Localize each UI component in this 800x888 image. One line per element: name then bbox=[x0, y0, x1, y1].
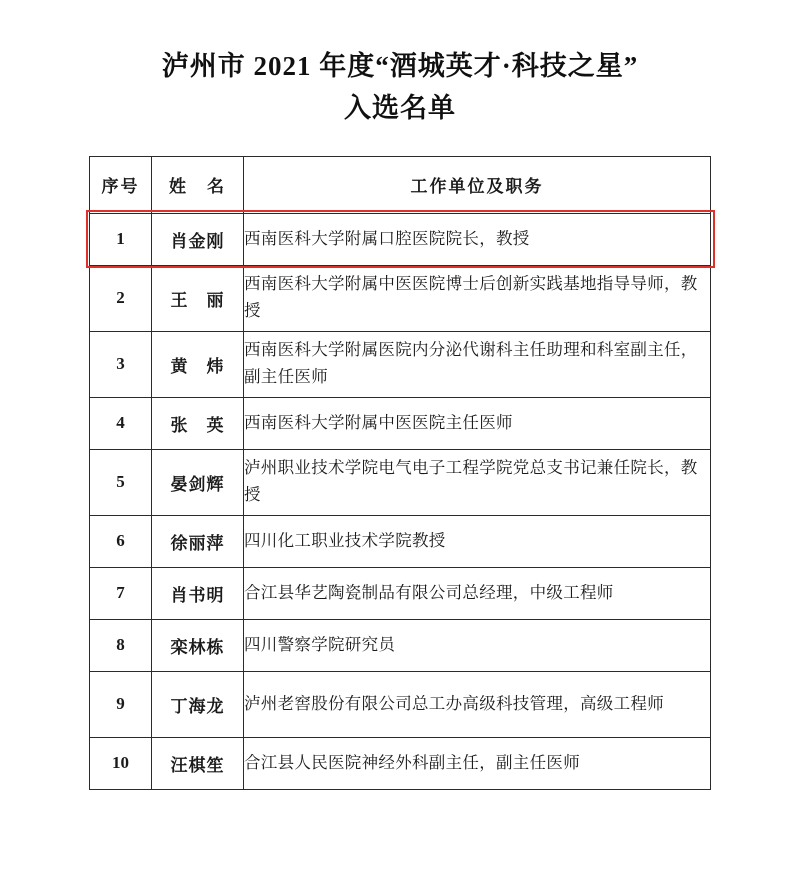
row-unit-position: 四川警察学院研究员 bbox=[244, 619, 711, 671]
row-person-name: 张 英 bbox=[152, 397, 244, 449]
row-unit-position: 西南医科大学附属口腔医院院长，教授 bbox=[244, 213, 711, 265]
row-unit-position: 西南医科大学附属中医医院主任医师 bbox=[244, 397, 711, 449]
row-person-name: 肖金刚 bbox=[152, 213, 244, 265]
row-index: 7 bbox=[90, 567, 152, 619]
row-person-name: 丁海龙 bbox=[152, 671, 244, 737]
row-index: 10 bbox=[90, 737, 152, 789]
table-row bbox=[90, 397, 711, 449]
row-index: 1 bbox=[90, 213, 152, 265]
table-header-row bbox=[90, 156, 711, 213]
row-person-name: 黄 炜 bbox=[152, 331, 244, 397]
header-index: 序号 bbox=[90, 156, 152, 213]
row-unit-position: 合江县人民医院神经外科副主任，副主任医师 bbox=[244, 737, 711, 789]
row-person-name: 徐丽萍 bbox=[152, 515, 244, 567]
row-unit-position: 西南医科大学附属中医医院博士后创新实践基地指导导师，教授 bbox=[244, 265, 711, 331]
header-name: 姓 名 bbox=[152, 156, 244, 213]
row-person-name: 肖书明 bbox=[152, 567, 244, 619]
row-unit-position: 合江县华艺陶瓷制品有限公司总经理，中级工程师 bbox=[244, 567, 711, 619]
row-index: 5 bbox=[90, 449, 152, 515]
table-row bbox=[90, 449, 711, 515]
row-index: 8 bbox=[90, 619, 152, 671]
document-title bbox=[0, 0, 800, 130]
row-index: 2 bbox=[90, 265, 152, 331]
table-row bbox=[90, 619, 711, 671]
table-row bbox=[90, 213, 711, 265]
row-index: 6 bbox=[90, 515, 152, 567]
row-person-name: 栾林栋 bbox=[152, 619, 244, 671]
row-person-name: 晏剑辉 bbox=[152, 449, 244, 515]
row-unit-position: 四川化工职业技术学院教授 bbox=[244, 515, 711, 567]
table-row bbox=[90, 515, 711, 567]
roster-table bbox=[89, 156, 711, 790]
roster-table-wrapper bbox=[89, 156, 711, 790]
row-index: 9 bbox=[90, 671, 152, 737]
row-person-name: 王 丽 bbox=[152, 265, 244, 331]
row-index: 3 bbox=[90, 331, 152, 397]
table-row bbox=[90, 671, 711, 737]
row-unit-position: 泸州职业技术学院电气电子工程学院党总支书记兼任院长，教授 bbox=[244, 449, 711, 515]
table-header bbox=[90, 156, 711, 213]
title-line-1: 泸州市 2021 年度“酒城英才·科技之星” bbox=[161, 51, 639, 81]
table-body bbox=[90, 213, 711, 789]
row-index: 4 bbox=[90, 397, 152, 449]
table-row bbox=[90, 265, 711, 331]
table-row bbox=[90, 331, 711, 397]
header-unit: 工作单位及职务 bbox=[244, 156, 711, 213]
row-unit-position: 泸州老窖股份有限公司总工办高级科技管理，高级工程师 bbox=[244, 671, 711, 737]
table-row bbox=[90, 567, 711, 619]
table-row bbox=[90, 737, 711, 789]
row-unit-position: 西南医科大学附属医院内分泌代谢科主任助理和科室副主任，副主任医师 bbox=[244, 331, 711, 397]
title-line-2: 入选名单 bbox=[344, 92, 456, 123]
row-person-name: 汪棋笙 bbox=[152, 737, 244, 789]
